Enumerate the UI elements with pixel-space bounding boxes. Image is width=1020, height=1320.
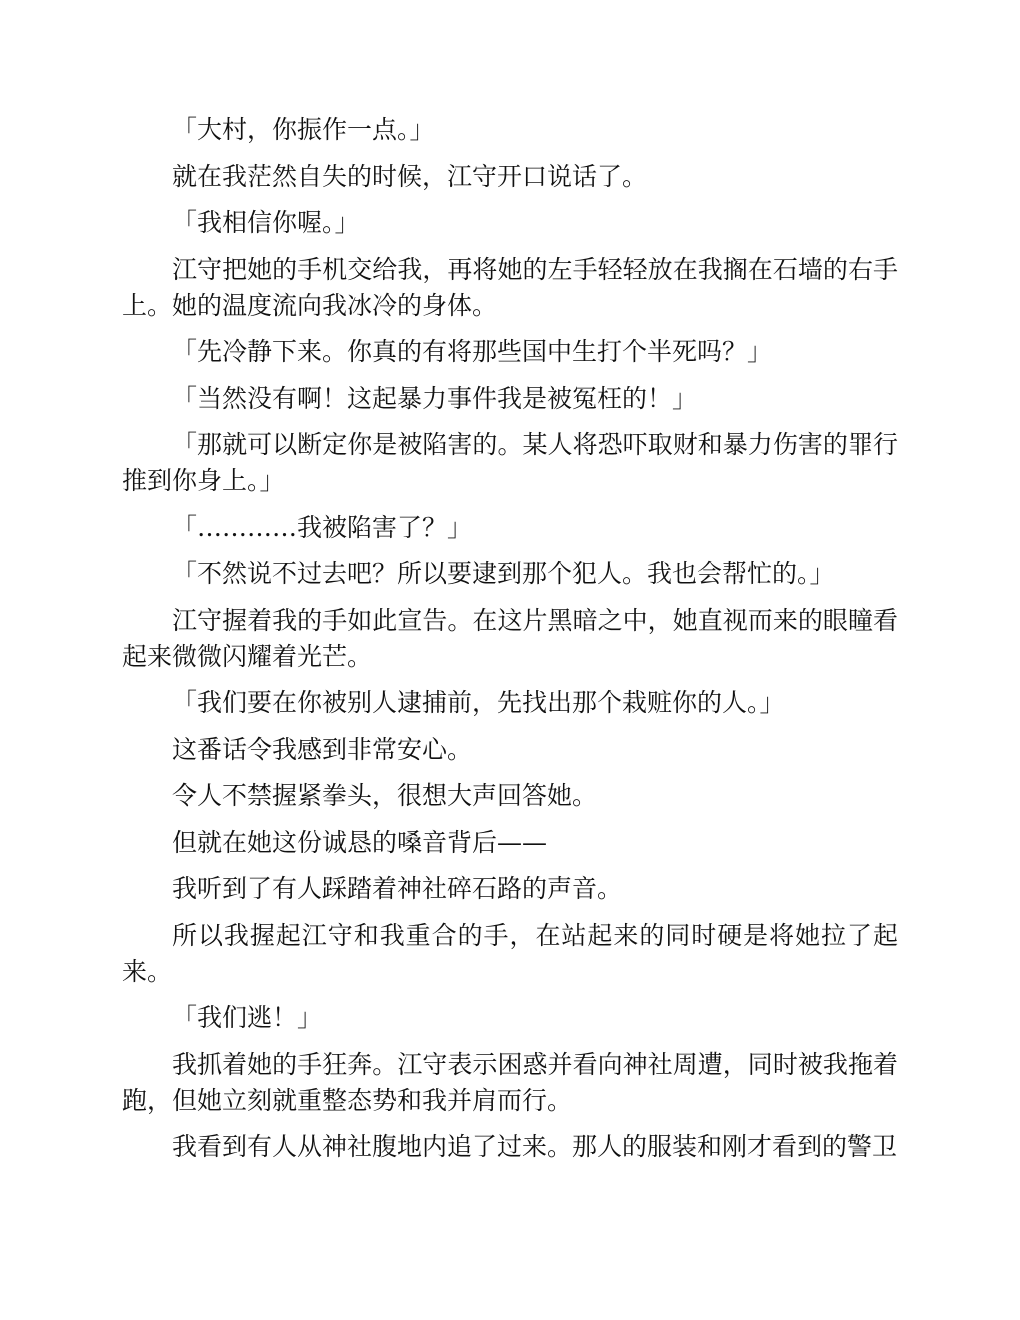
paragraph: 「那就可以断定你是被陷害的。某人将恐吓取财和暴力伤害的罪行推到你身上。」 (122, 430, 898, 495)
paragraph: 江守握着我的手如此宣告。在这片黑暗之中，她直视而来的眼瞳看起来微微闪耀着光芒。 (122, 605, 898, 671)
paragraph: 江守把她的手机交给我，再将她的左手轻轻放在我搁在石墙的右手上。她的温度流向我冰冷的身体。 (122, 254, 898, 320)
paragraph: 我抓着她的手狂奔。江守表示困惑并看向神社周遭，同时被我拖着跑，但她立刻就重整态势和我并肩而行。 (122, 1049, 898, 1115)
paragraph: 「我们要在你被别人逮捕前，先找出那个栽赃你的人。」 (172, 688, 785, 717)
paragraph: 「…………我被陷害了？」 (172, 512, 473, 542)
paragraph: 这番话令我感到非常安心。 (172, 734, 473, 764)
paragraph: 「当然没有啊！这起暴力事件我是被冤枉的！」 (172, 383, 698, 413)
paragraph: 「先冷静下来。你真的有将那些国中生打个半死吗？」 (172, 337, 773, 366)
paragraph: 「我们逃！」 (172, 1003, 323, 1032)
paragraph: 但就在她这份诚恳的嗓音背后—— (172, 827, 548, 857)
paragraph: 「我相信你喔。」 (172, 208, 360, 237)
paragraph: 「大村，你振作一点。」 (172, 115, 435, 144)
paragraph: 所以我握起江守和我重合的手，在站起来的同时硬是将她拉了起来。 (122, 920, 898, 986)
page-body (122, 112, 898, 1176)
paragraph: 就在我茫然自失的时候，江守开口说话了。 (172, 161, 648, 191)
paragraph: 「不然说不过去吧？所以要逮到那个犯人。我也会帮忙的。」 (172, 559, 835, 588)
paragraph: 我听到了有人踩踏着神社碎石路的声音。 (172, 874, 623, 903)
paragraph: 令人不禁握紧拳头，很想大声回答她。 (172, 781, 598, 810)
paragraph: 我看到有人从神社腹地内追了过来。那人的服装和刚才看到的警卫 (172, 1132, 898, 1161)
